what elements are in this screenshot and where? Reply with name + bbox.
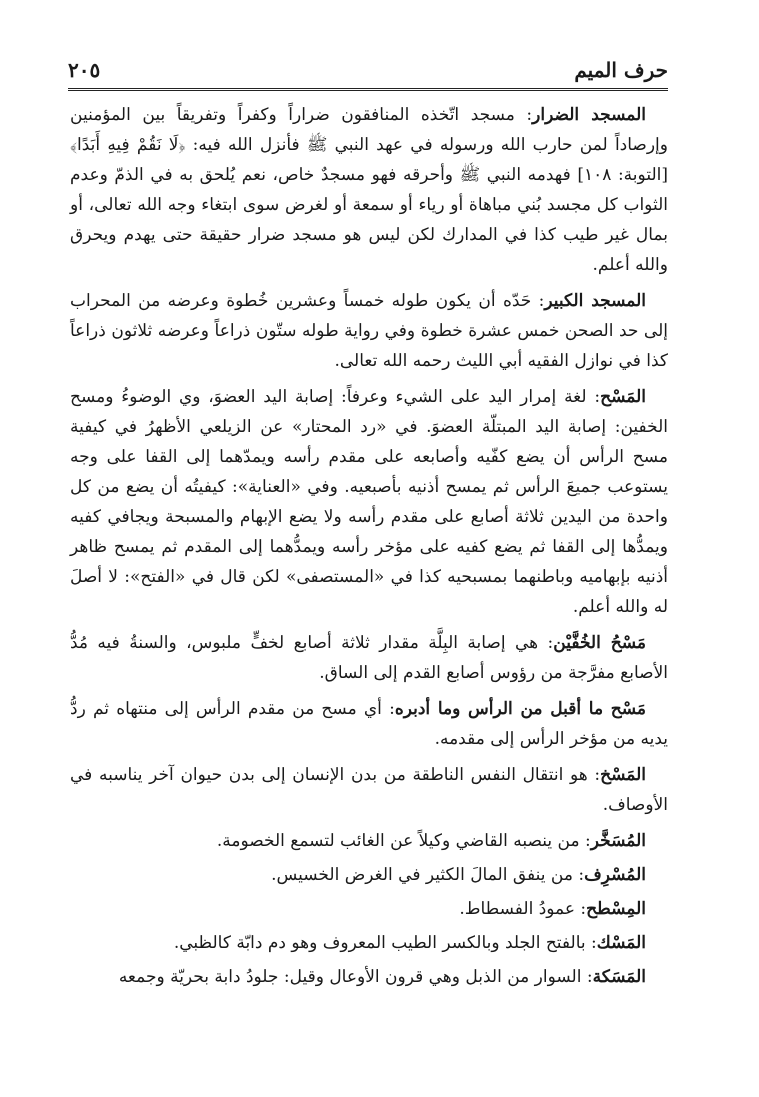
entry-masaka: المَسَكة: السوار من الذبل وهي قرون الأوعال وقيل: جلودُ دابة بحريّة وجمعه: [118, 967, 646, 987]
page-header: [68, 58, 668, 90]
page-number: ٢٠٥: [68, 58, 101, 82]
entry-masjid-kabir: المسجد الكبير: حَدّه أن يكون طوله خمساً وعشرين خُطوة وعرضه من المحراب إلى حد الصحن خمس عشرة خطوة وفي رواية طوله ستّون ذراعاً وعرضه ثلاثون ذراعاً كذا في نوازل الفقيه أبي الليث رحمه الله تعالى.: [70, 291, 668, 371]
entry-term: المسجد الكبير: [544, 291, 646, 311]
entry-term: المُسَخَّر: [590, 831, 646, 851]
entry-definition: أي مسح من مقدم الرأس إلى منتهاه ثم ردُّ يديه من مؤخر الرأس إلى مقدمه.: [70, 699, 668, 749]
entry-masjid-dirar: المسجد الضرار: مسجد اتّخذه المنافقون ضراراً وكفراً وتفريقاً بين المؤمنين وإرصاداً لمن حارب الله ورسوله في عهد النبي ﷺ فأنزل الله فيه: ﴿لَا نَقُمْ فِيهِ أَبَدًا﴾ [التوبة: ١٠٨] فهدمه النبي ﷺ وأحرقه فهو مسجدٌ خاص، نعم يُلحق به في الذمّ وعدم الثواب كل مجسد بُني مباهاة أو رياء أو سمعة أو لغرض سوى ابتغاء وجه الله تعالى، أو بمال غير طيب كذا في المدارك لكن ليس هو مسجد ضرار حقيقة حتى يهدم ويحرق والله أعلم.: [70, 105, 669, 275]
entry-mistah: المِسْطح: عمودُ الفسطاط.: [459, 899, 646, 919]
entry-definition: عمودُ الفسطاط.: [459, 899, 576, 919]
entry-definition: السوار من الذبل وهي قرون الأوعال وقيل: جلودُ دابة بحريّة وجمعه: [118, 967, 582, 987]
entry-mask: المَسْك: بالفتح الجلد وبالكسر الطيب المعروف وهو دم دابّة كالظبي.: [173, 933, 646, 953]
entry-term: المِسْطح: [586, 899, 646, 919]
entry-definition: من ينصبه القاضي وكيلاً عن الغائب لتسمع الخصومة.: [216, 831, 580, 851]
entry-term: المُسْرِف: [584, 865, 646, 885]
entry-term: المَسَكة: [592, 967, 646, 987]
entry-term: المَسْخ: [600, 765, 646, 785]
header-rule: [68, 88, 668, 91]
entry-mash-ras: مَسْح ما أقبل من الرأس وما أدبره: أي مسح من مقدم الرأس إلى منتهاه ثم ردُّ يديه من مؤخر الرأس إلى مقدمه.: [70, 699, 668, 749]
entry-term: المَسْك: [596, 933, 646, 953]
entry-musrif: المُسْرِف: من ينفق المالَ الكثير في الغرض الخسيس.: [271, 865, 646, 885]
entry-term: مَسْح ما أقبل من الرأس وما أدبره: [394, 699, 646, 719]
entry-definition: بالفتح الجلد وبالكسر الطيب المعروف وهو دم دابّة كالظبي.: [173, 933, 586, 953]
entry-term: مَسْحُ الخُفَّيْن: [553, 633, 646, 653]
entry-maskh: المَسْخ: هو انتقال النفس الناطقة من بدن الإنسان إلى بدن حيوان آخر يناسبه في الأوصاف.: [70, 765, 668, 815]
entry-term: المَسْح: [600, 387, 646, 407]
entry-mash-khuffayn: مَسْحُ الخُفَّيْن: هي إصابة البِلَّة مقدار ثلاثة أصابع لخفٍّ ملبوس، والسنةُ فيه مُدُّ الأصابع مفرَّجة من رؤوس أصابع القدم إلى الساق.: [70, 633, 668, 683]
entry-musakhkhar: المُسَخَّر: من ينصبه القاضي وكيلاً عن الغائب لتسمع الخصومة.: [216, 831, 646, 851]
dictionary-body: [70, 100, 668, 996]
entry-term: المسجد الضرار: [532, 105, 646, 125]
entry-definition: حَدّه أن يكون طوله خمساً وعشرين خُطوة وعرضه من المحراب إلى حد الصحن خمس عشرة خطوة وفي رواية طوله ستّون ذراعاً وعرضه ثلاثون ذراعاً كذا في نوازل الفقيه أبي الليث رحمه الله تعالى.: [70, 291, 668, 371]
running-title: حرف الميم: [574, 58, 668, 82]
entry-definition: هو انتقال النفس الناطقة من بدن الإنسان إلى بدن حيوان آخر يناسبه في الأوصاف.: [70, 765, 668, 815]
entry-definition: من ينفق المالَ الكثير في الغرض الخسيس.: [271, 865, 573, 885]
entry-definition: هي إصابة البِلَّة مقدار ثلاثة أصابع لخفٍّ ملبوس، والسنةُ فيه مُدُّ الأصابع مفرَّجة من رؤوس أصابع القدم إلى الساق.: [70, 633, 668, 683]
entry-mash: المَسْح: لغة إمرار اليد على الشيء وعرفاً: إصابة اليد العضوَ، وي الوضوءُ ومسح الخفين: إصابة اليد المبتلّة العضوَ. في «رد المحتار» عن الزيلعي الأظهرُ في كيفية مسح الرأس أن يضع كفّيه وأصابعه على مقدم رأسه ويمدّهما إلى القفا على وجه يستوعب جميعَ الرأس ثم يمسح أذنيه بأصبعيه. وفي «العناية»: كيفيتُه أن يضع من كل واحدة من اليدين ثلاثة أصابع على مقدم رأسه ولا يضع الإبهام والمسبحة ويجافي كفيه ويمدُّها إلى القفا ثم يضع كفيه على مؤخر رأسه ويمدُّهما إلى المقدم ثم يمسح ظاهر أذنيه بإبهاميه وباطنهما بمسبحيه كذا في «المستصفى» لكن قال في «الفتح»: لا أصلَ له والله أعلم.: [70, 387, 668, 617]
entry-definition: لغة إمرار اليد على الشيء وعرفاً: إصابة اليد العضوَ، وي الوضوءُ ومسح الخفين: إصابة اليد المبتلّة العضوَ. في «رد المحتار» عن الزيلعي الأظهرُ في كيفية مسح الرأس أن يضع كفّيه وأصابعه على مقدم رأسه ويمدّهما إلى القفا على وجه يستوعب جميعَ الرأس ثم يمسح أذنيه بأصبعيه. وفي «العناية»: كيفيتُه أن يضع من كل واحدة من اليدين ثلاثة أصابع على مقدم رأسه ولا يضع الإبهام والمسبحة ويجافي كفيه ويمدُّها إلى القفا ثم يضع كفيه على مؤخر رأسه ويمدُّهما إلى المقدم ثم يمسح ظاهر أذنيه بإبهاميه وباطنهما بمسبحيه كذا في «المستصفى» لكن قال في «الفتح»: لا أصلَ له والله أعلم.: [70, 387, 668, 617]
entry-definition: مسجد اتّخذه المنافقون ضراراً وكفراً وتفريقاً بين المؤمنين وإرصاداً لمن حارب الله ورسوله في عهد النبي ﷺ فأنزل الله فيه: ﴿لَا نَقُمْ فِيهِ أَبَدًا﴾ [التوبة: ١٠٨] فهدمه النبي ﷺ وأحرقه فهو مسجدٌ خاص، نعم يُلحق به في الذمّ وعدم الثواب كل مجسد بُني مباهاة أو رياء أو سمعة أو لغرض سوى ابتغاء وجه الله تعالى، أو بمال غير طيب كذا في المدارك لكن ليس هو مسجد ضرار حقيقة حتى يهدم ويحرق والله أعلم.: [70, 105, 669, 275]
